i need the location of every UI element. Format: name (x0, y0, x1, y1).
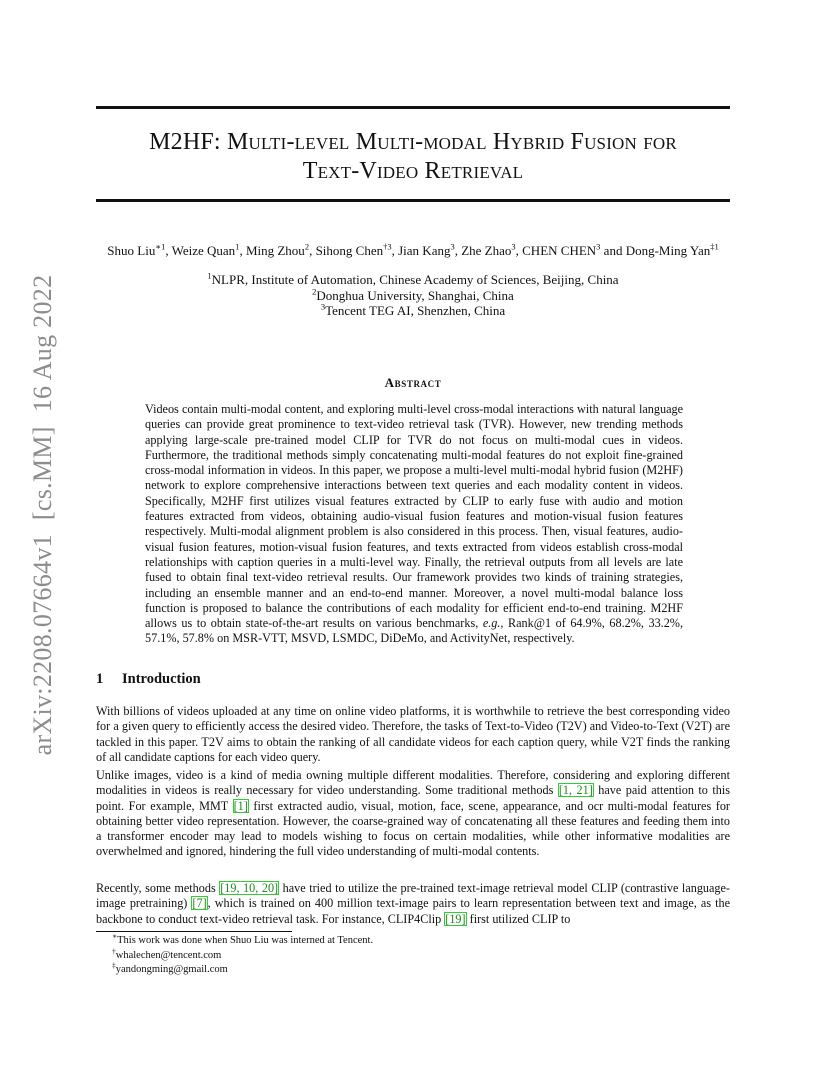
author: Dong-Ming Yan (625, 243, 711, 258)
abstract-text-italic: e.g. (482, 616, 501, 631)
abstract-heading: Abstract (384, 375, 442, 390)
affiliation (96, 303, 730, 319)
abstract-body (145, 402, 683, 647)
affiliation-mark: 3 (320, 301, 326, 312)
title-bottom-rule (96, 199, 730, 202)
footnote-rule (96, 931, 292, 932)
footnote-mark: ‡ (112, 960, 116, 970)
citation-link[interactable]: [1] (233, 798, 248, 813)
arxiv-category: [cs.MM] (28, 426, 57, 521)
author-mark: 1 (235, 241, 240, 252)
section-title: Introduction (122, 671, 201, 687)
paragraph (96, 881, 730, 927)
paragraph: With billions of videos uploaded at any time on online video platforms, it is worthwhile to retrieve the best corresponding video for a given query to efficiently access the desired video. Therefore, the tasks of Text-to-Video (T2V) and Video-to-Text (V2T) are tackled in this paper. T2V aims to obtain the ranking of all candidate videos for each caption query, while V2T finds the ranking of all candidate captions for each video query. (96, 704, 730, 764)
footnote-mark: ∗ (112, 931, 118, 941)
affiliation-mark: 2 (312, 286, 317, 297)
author-mark: 3 (596, 241, 601, 252)
author: Sihong Chen (315, 243, 384, 258)
affiliation-text: Donghua University, Shanghai, China (316, 287, 514, 303)
affiliation-text: NLPR, Institute of Automation, Chinese Academy of Sciences, Beijing, China (211, 272, 619, 287)
author: Ming Zhou (245, 243, 305, 258)
citation-link[interactable]: [19] (445, 911, 466, 926)
paragraph-text: first utilized CLIP to (466, 911, 571, 926)
title-line-1: M2HF: Multi-level Multi-modal Hybrid Fusion for (149, 129, 677, 155)
footnote (112, 960, 712, 978)
citation-link[interactable]: [1, 21] (558, 783, 593, 798)
paragraph-text: have tried to utilize the pre-trained text-image retrieval model CLIP (contrastive language-image pretraining) (96, 881, 730, 911)
paragraph-text: , which is trained on 400 million text-image pairs to learn representation between text and image, as the backbone to conduct text-video retrieval task. For instance, CLIP4Clip (96, 896, 730, 926)
authors-connector: and (603, 243, 623, 258)
author-mark: 3 (511, 241, 516, 252)
author: Weize Quan (171, 243, 236, 258)
section-heading (96, 671, 730, 688)
section-number: 1 (96, 671, 104, 687)
affiliation (96, 288, 730, 304)
affiliation (96, 272, 730, 288)
paper-title (96, 128, 730, 186)
author: Zhe Zhao (461, 243, 512, 258)
footnotes (112, 931, 712, 978)
author-mark: †3 (383, 241, 392, 252)
arxiv-id: arXiv:2208.07664v1 (28, 534, 57, 756)
paragraph-text: Unlike images, video is a kind of media owning multiple different modalities. Therefore, considering and exploring different modalities in videos is really necessary for video understanding. Some traditional methods (96, 768, 730, 798)
author: Jian Kang (398, 243, 451, 258)
paragraph-text: have paid attention to this point. For example, MMT (96, 783, 730, 813)
author-mark: ‡1 (710, 241, 719, 252)
citation-link[interactable]: [19, 10, 20] (220, 881, 279, 895)
footnote (112, 946, 712, 964)
footnote-text[interactable]: whalechen@tencent.com (115, 949, 222, 961)
author-mark: 3 (450, 241, 455, 252)
footnote (112, 931, 712, 949)
arxiv-date: 16 Aug 2022 (28, 274, 57, 413)
footnote-text[interactable]: yandongming@gmail.com (115, 964, 228, 975)
footnote-mark: † (112, 946, 116, 955)
abstract-text: Videos contain multi-modal content, and exploring multi-level cross-modal interactions with natural language queries can provide great prominence to text-video retrieval task (TVR). However, new trending methods applying large-scale pre-trained model CLIP for TVR do not focus on multi-modal cues in videos. Furthermore, the traditional methods simply concatenating multi-modal features do not exploit fine-grained cross-modal information in videos. In this paper, we propose a multi-level multi-modal hybrid fusion (M2HF) network to explore comprehensive interactions between text queries and each modality content in videos. Specifically, M2HF first utilizes visual features extracted by CLIP to early fuse with audio and motion features extracted from videos, obtaining audio-visual fusion features and motion-visual fusion features respectively. Multi-modal alignment problem is also considered in this process. Then, visual features, audio-visual fusion features, motion-visual fusion features, and texts extracted from videos establish cross-modal relationships with caption queries in a multi-level way. Finally, the retrieval outputs from all levels are late fused to obtain final text-video retrieval results. Our framework provides two kinds of training strategies, including an ensemble manner and an end-to-end manner. Moreover, a novel multi-modal balance loss function is proposed to balance the contributions of each modality for efficient end-to-end training. M2HF allows us to obtain state-of-the-art results on various benchmarks, (145, 402, 683, 631)
paragraph (96, 768, 730, 860)
author: CHEN CHEN (522, 243, 597, 258)
citation-link[interactable]: [7] (192, 896, 207, 911)
title-top-rule (96, 106, 730, 109)
affiliation-text: Tencent TEG AI, Shenzhen, China (325, 303, 506, 318)
paragraph-text: Recently, some methods (96, 881, 220, 895)
title-line-2: Text-Video Retrieval (302, 158, 524, 184)
author: Shuo Liu (107, 243, 156, 258)
author-list: Shuo Liu$^{∗1}$, Weize Quan$^1$, Ming Zhou$^2$, Sihong Chen$^{\dagger 3}$, Jian Kang$^3$, Zhe Zhao$^3$, CHEN CHEN$^3$ and Dong-Ming Yan$^{\ddagger 1}$ (107, 241, 719, 258)
paragraph-text: first extracted audio, visual, motion, face, scene, appearance, and ocr multi-modal features for obtaining better video representation. However, the coarse-grained way of concatenating all these features and feeding them into a transformer encoder may lead to models wishing to focus on certain modalities, while other informative modalities are overwhelmed and ignored, hindering the full video understanding of multi-modal contents. (96, 798, 730, 859)
affiliation-list (96, 272, 730, 319)
author-mark: ∗1 (155, 241, 166, 252)
footnote-text: This work was done when Shuo Liu was interned at Tencent. (117, 935, 374, 946)
abstract-text: , Rank@1 of 64.9%, 68.2%, 33.2%, 57.1%, 57.8% on MSR-VTT, MSVD, LSMDC, DiDeMo, and ActivityNet, respectively. (145, 616, 684, 646)
affiliation-mark: 1 (207, 270, 212, 281)
arxiv-identifier-stamp (28, 275, 58, 756)
author-mark: 2 (304, 241, 310, 252)
